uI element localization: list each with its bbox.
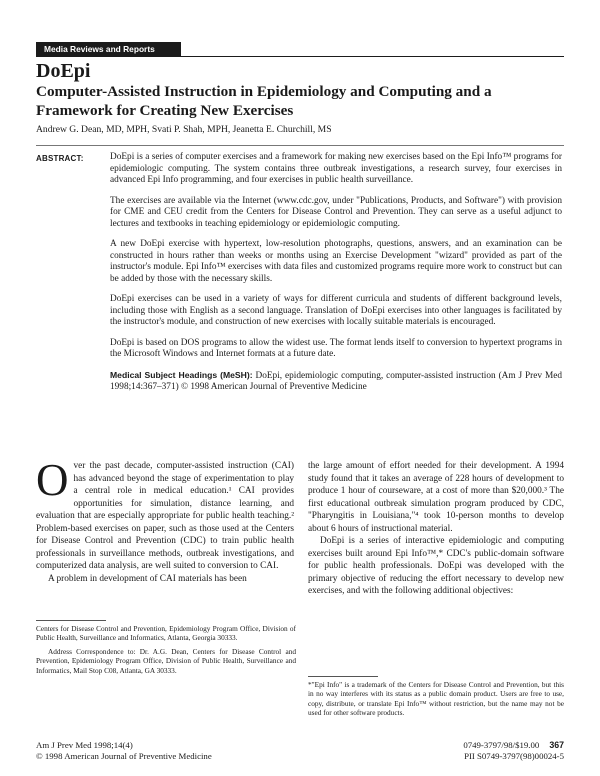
section-tab: Media Reviews and Reports — [36, 42, 181, 56]
abstract-paragraph: The exercises are available via the Internet (www.cdc.gov, under "Publications, Products, and Software") with provision for CME and CEU credit from the Centers for Disease Control and Prevention. They can serve as a useful adjunct to lectures and textbooks in teaching epidemiology or epidemiologic computing. — [110, 195, 562, 229]
body-paragraph: DoEpi is a series of interactive epidemiologic and computing exercises built around Epi Info™,* CDC's public-domain software for public health professionals. DoEpi was developed with the primary objective of reducing the effort necessary to develop new exercises, and with the following additional objectives: — [308, 536, 564, 596]
abstract-label: ABSTRACT: — [36, 154, 84, 163]
mesh-label: Medical Subject Headings (MeSH): — [110, 369, 253, 380]
correspondence-note: Address Correspondence to: Dr. A.G. Dean, Centers for Disease Control and Prevention, Epidemiology Program Office, Division of Public Health, Surveillance and Informatics, Mail Stop C08, Atlanta, GA 30333. — [36, 646, 296, 675]
body-column-left — [36, 455, 294, 585]
body-column-right — [308, 460, 564, 598]
body-paragraph: A problem in development of CAI materials has been — [48, 573, 247, 584]
article-subtitle: Computer-Assisted Instruction in Epidemiology and Computing and a Framework for Creating New Exercises — [36, 83, 492, 119]
abstract-paragraph: A new DoEpi exercise with hypertext, low-resolution photographs, questions, answers, and an examination can be constructed in hours rather than weeks or months using an Exercise Development "wizard" provided as part of the instructor's module. Epi Info™ exercises with data files and customized programs require more work to construct but can be added by those with the necessary skills. — [110, 239, 562, 284]
journal-citation: Am J Prev Med 1998;14(4) — [36, 740, 133, 750]
affiliation-note: Centers for Disease Control and Prevention, Epidemiology Program Office, Division of Public Health, Surveillance and Informatics, Atlanta, Georgia 30333. — [36, 624, 296, 643]
abstract-paragraph: DoEpi is a series of computer exercises and a framework for making new exercises based on the Epi Info™ programs for epidemiologic computing. The system contains three outbreak investigations, a research survey, four exercises in advanced Epi Info programming, and four exercises in public health surveillance. — [110, 152, 562, 185]
abstract-body — [110, 152, 562, 403]
intro-text: ver the past decade, computer-assisted instruction (CAI) has advanced beyond the stage of experimentation to play a central role in medical education.¹ CAI provides opportunities for simulation, distance learning, and evaluation that are especially appropriate for public health teaching.² Problem-based exercises on paper, such as those used at the Centers for Disease Control and Prevention (CDC) to train public health professionals in surveillance methods, outbreak investigations, and computerized data analysis, are well suited to conversion to CAI. — [36, 461, 294, 571]
drop-cap: O — [36, 455, 69, 505]
header-rule — [36, 56, 564, 57]
footnotes-left — [36, 624, 296, 679]
article-authors: Andrew G. Dean, MD, MPH, Svati P. Shah, MPH, Jeanetta E. Churchill, MS — [36, 124, 332, 135]
footer-left — [36, 740, 212, 761]
copyright-line: © 1998 American Journal of Preventive Medicine — [36, 750, 212, 761]
page-number: 367 — [549, 740, 564, 750]
intro-paragraph — [36, 455, 294, 573]
mesh-keywords — [110, 370, 562, 394]
pii-line: PII S0749-3797(98)00024-5 — [464, 750, 564, 761]
footer-right — [463, 740, 564, 761]
trademark-note: *"Epi Info" is a trademark of the Centers for Disease Control and Prevention, but this in no way interferes with its status as a public domain product. Users are free to use, copy, distribute, or translate Epi Info™ without restriction, but the name may not be used for other software products. — [308, 680, 564, 718]
abstract-paragraph: DoEpi exercises can be used in a variety of ways for different curricula and students of different background levels, including those with English as a second language. Translation of DoEpi exercises into other languages is facilitated by the instructor's module, and construction of new exercises with locally suitable materials is encouraged. — [110, 294, 562, 327]
footnote-rule — [308, 676, 378, 677]
abstract-paragraph: DoEpi is based on DOS programs to allow the widest use. The format lends itself to conversion to hypertext programs in the Microsoft Windows and Internet formats at a future date. — [110, 337, 562, 359]
abstract-divider — [36, 145, 564, 146]
mesh-text: DoEpi, epidemiologic computing, computer-assisted instruction (Am J Prev Med 1998;14:367–371) © 1998 American Journal of Preventive Medicine — [110, 370, 562, 392]
issn-price: 0749-3797/98/$19.00 — [463, 740, 540, 750]
footnote-rule — [36, 620, 106, 621]
body-paragraph: the large amount of effort needed for their development. A 1994 study found that it takes an average of 228 hours of development to produce 1 hour of courseware, at a cost of more than $20,000.³ The first educational outbreak simulation program produced by CDC, "Pharyngitis in Louisiana,"⁴ took 10-person months to develop about 6 hours of instructional material. — [308, 461, 564, 534]
article-title: DoEpi — [36, 60, 91, 82]
